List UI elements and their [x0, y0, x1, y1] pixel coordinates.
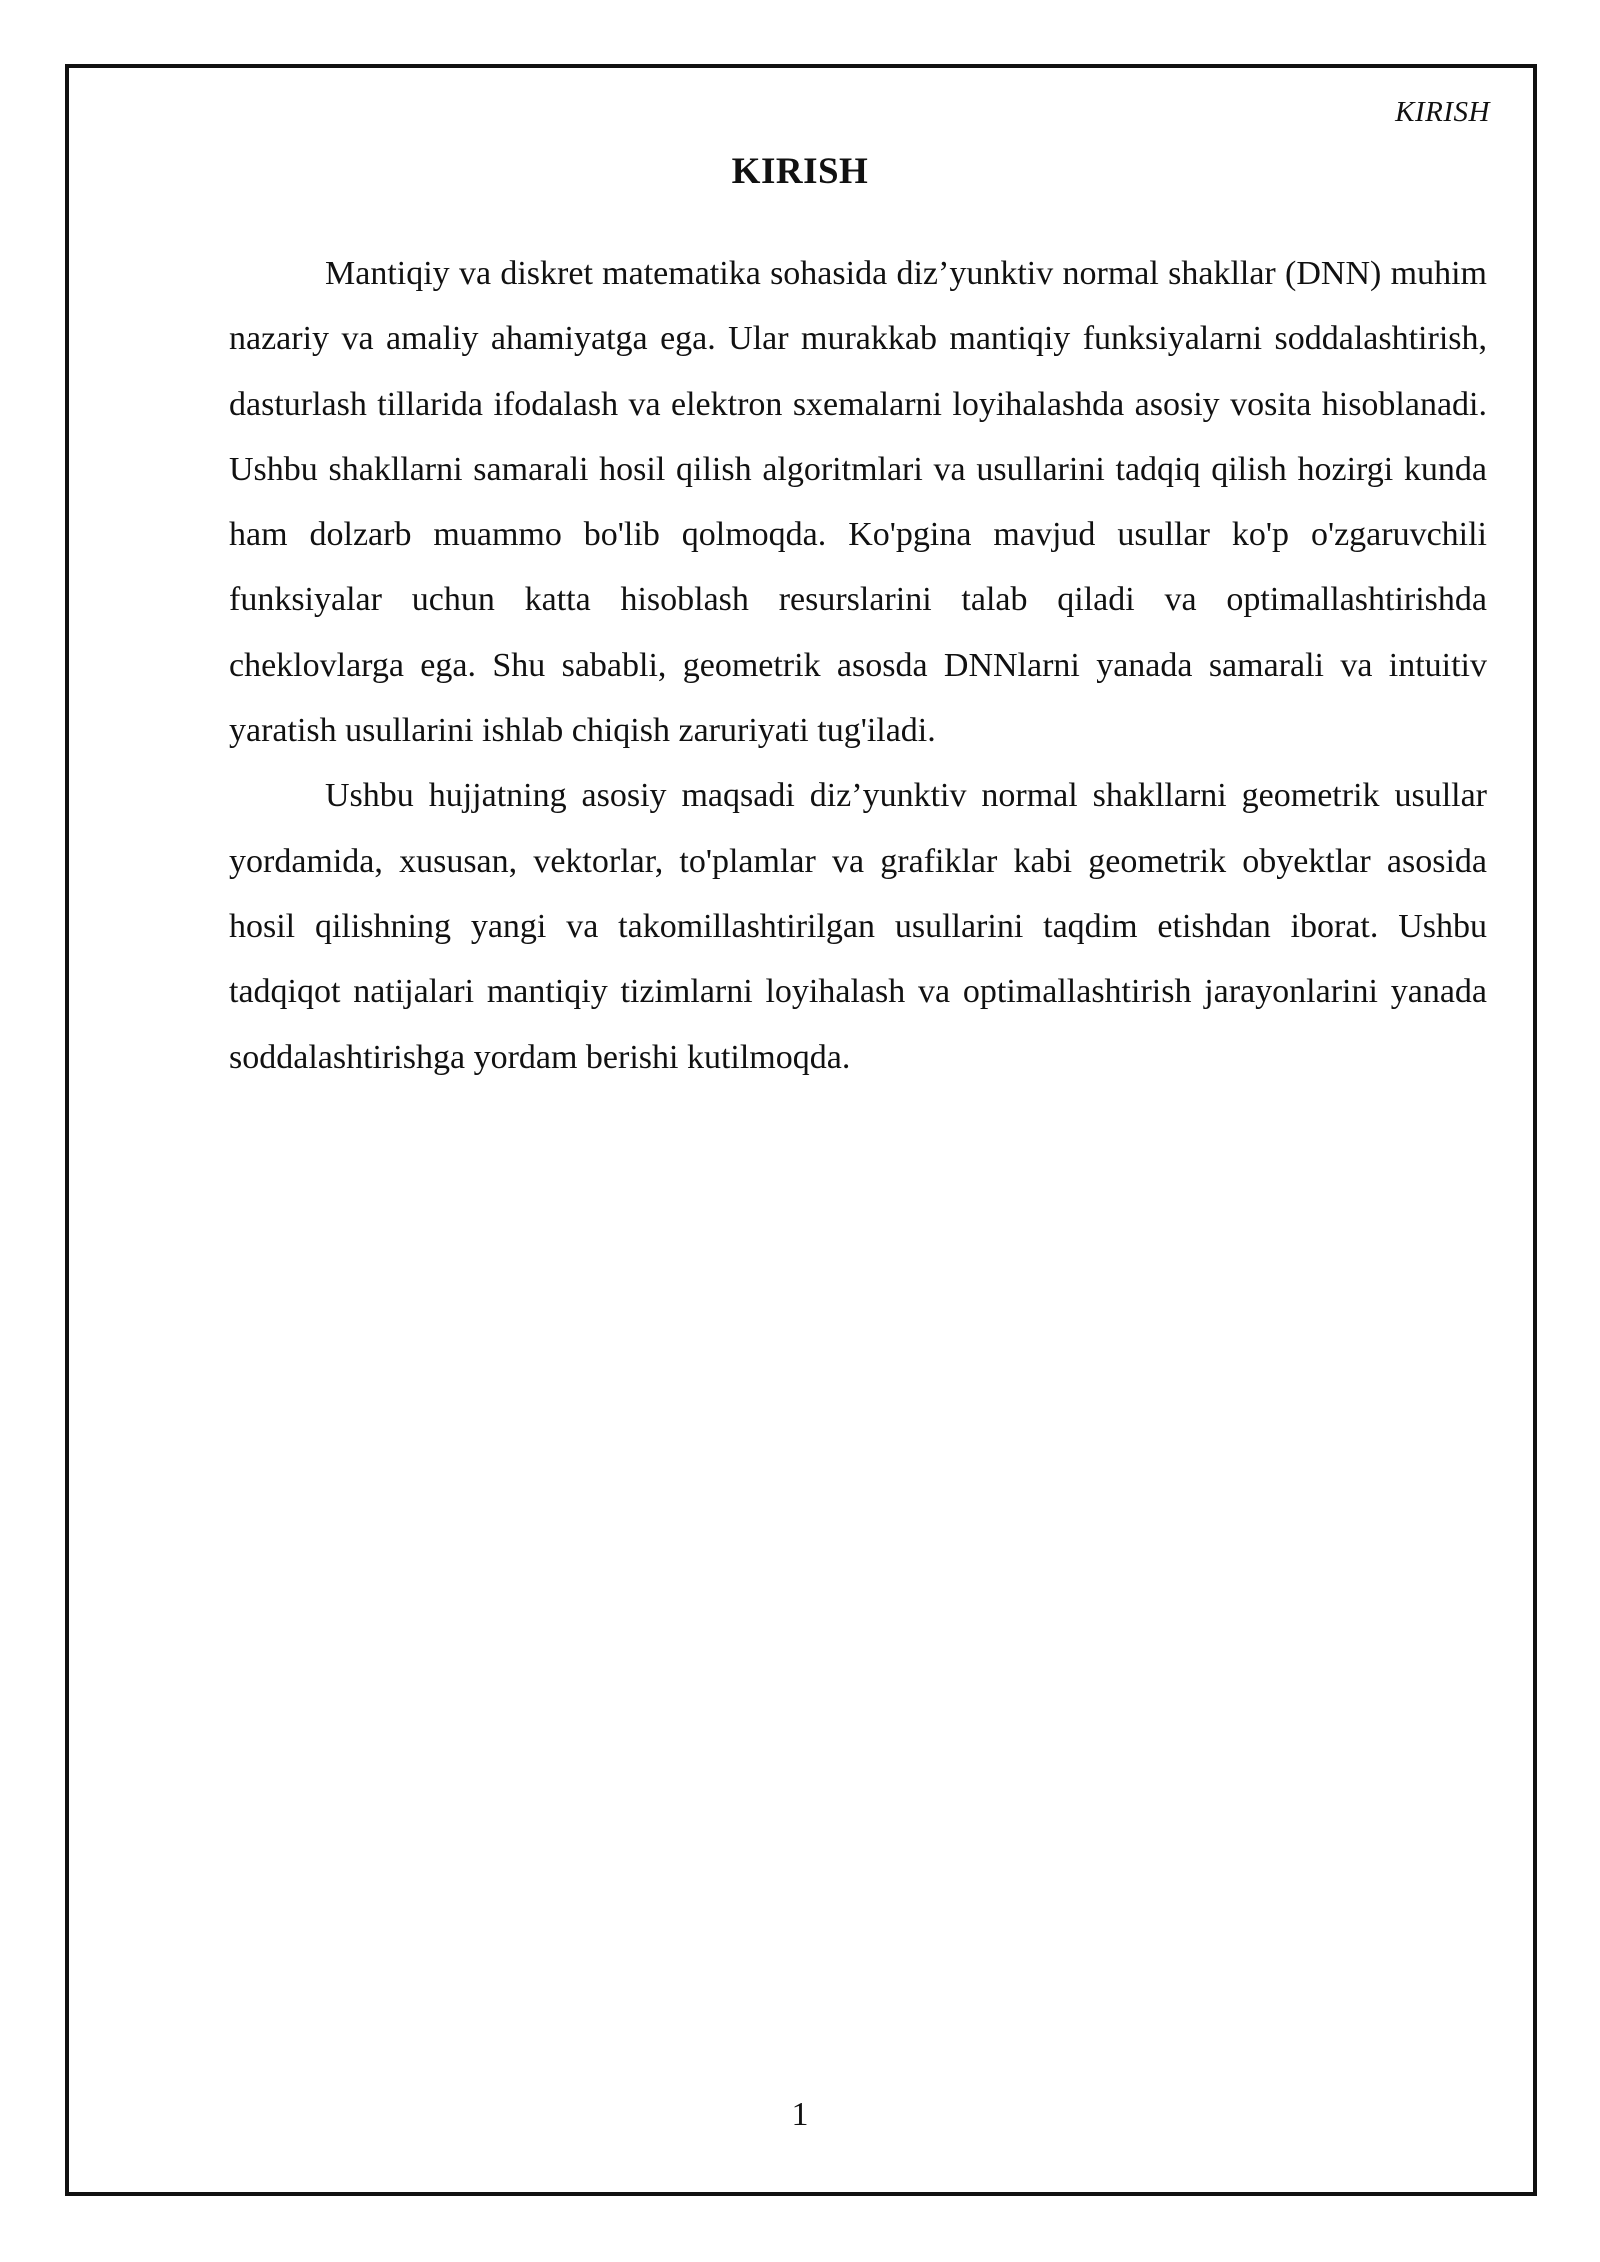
running-header: KIRISH — [1395, 96, 1490, 128]
paragraph-1: Mantiqiy va diskret matematika sohasida diz’yunktiv normal shakllar (DNN) muhim nazariy va amaliy ahamiyatga ega. Ular murakkab mantiqiy funksiyalarni soddalashtirish, dasturlash tillarida ifodalash va elektron sxemalarni loyihalashda asosiy vosita hisoblanadi. Ushbu shakllarni samarali hosil qilish algoritmlari va usullarini tadqiq qilish hozirgi kunda ham dolzarb muammo bo'lib qolmoqda. Ko'pgina mavjud usullar ko'p o'zgaruvchili funksiyalar uchun katta hisoblash resurslarini talab qiladi va optimallashtirishda cheklovlarga ega. Shu sababli, geometrik asosda DNNlarni yanada samarali va intuitiv yaratish usullarini ishlab chiqish zaruriyati tug'iladi. — [229, 255, 1487, 750]
body-text — [229, 241, 1487, 1090]
page-title: KIRISH — [731, 151, 869, 192]
paragraph-2: Ushbu hujjatning asosiy maqsadi diz’yunktiv normal shakllarni geometrik usullar yordamida, xususan, vektorlar, to'plamlar va grafiklar kabi geometrik obyektlar asosida hosil qilishning yangi va takomillashtirilgan usullarini taqdim etishdan iborat. Ushbu tadqiqot natijalari mantiqiy tizimlarni loyihalash va optimallashtirish jarayonlarini yanada soddalashtirishga yordam berishi kutilmoqda. — [229, 777, 1487, 1076]
page-number: 1 — [791, 2096, 809, 2133]
